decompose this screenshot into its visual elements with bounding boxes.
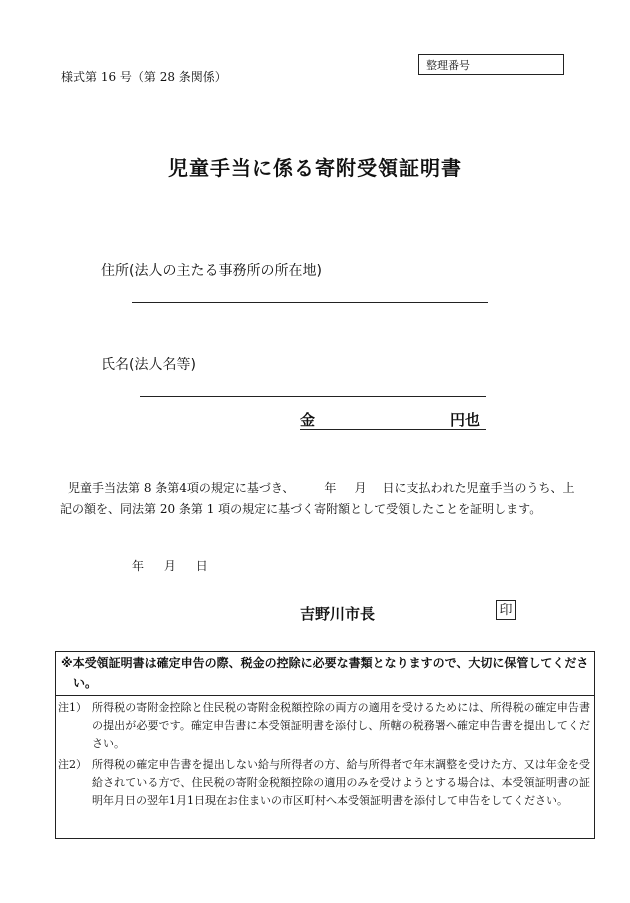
issue-date [132, 557, 208, 574]
notes-box [55, 651, 595, 839]
issuer-title: 吉野川市長 [300, 605, 376, 623]
notes-divider [56, 695, 594, 696]
note-label: 注1） [58, 701, 87, 714]
amount-prefix: 金 [300, 411, 316, 429]
document-title: 児童手当に係る寄附受領証明書 [168, 156, 462, 180]
seal-mark: 印 [496, 600, 516, 620]
certification-month-unit: 月 [354, 481, 367, 495]
certification-part2: 日に支払われた児童手当のうち、上記の額を、同法第 20 条第 1 項の規定に基づく寄附額として受領したことを証明します。 [60, 481, 575, 516]
name-underline [140, 396, 486, 397]
note-item [58, 699, 590, 753]
certification-part1: 児童手当法第 8 条第4項の規定に基づき、 [68, 481, 295, 495]
note-item [58, 756, 590, 810]
name-label: 氏名(法人名等) [101, 357, 196, 373]
address-underline [132, 302, 488, 303]
certification-text [60, 478, 580, 520]
reference-number-box[interactable] [418, 54, 564, 75]
issue-date-year-unit: 年 [132, 559, 145, 573]
note-text: 所得税の寄附金控除と住民税の寄附金税額控除の両方の適用を受けるためには、所得税の確定申告書の提出が必要です。確定申告書に本受領証明書を添付し、所轄の税務署へ確定申告書を提出してください。 [92, 701, 590, 750]
form-number: 様式第 16 号（第 28 条関係） [61, 70, 227, 84]
address-label: 住所(法人の主たる事務所の所在地) [101, 263, 322, 279]
amount-suffix: 円也 [450, 411, 481, 429]
reference-number-label: 整理番号 [426, 59, 470, 72]
note-label: 注2） [58, 758, 87, 771]
issue-date-month-unit: 月 [163, 559, 176, 573]
storage-warning: ※本受領証明書は確定申告の際、税金の控除に必要な書類となりますので、大切に保管してください。 [61, 656, 589, 690]
certification-year-unit: 年 [324, 481, 337, 495]
issue-date-day-unit: 日 [195, 559, 208, 573]
note-text: 所得税の確定申告書を提出しない給与所得者の方、給与所得者で年末調整を受けた方、又は年金を受給されている方で、住民税の寄附金税額控除の適用のみを受けようとする場合は、本受領証明書の証明年月日の翌年1月1日現在お住まいの市区町村へ本受領証明書を添付して申告をしてください。 [92, 758, 590, 807]
amount-underline [300, 429, 486, 430]
